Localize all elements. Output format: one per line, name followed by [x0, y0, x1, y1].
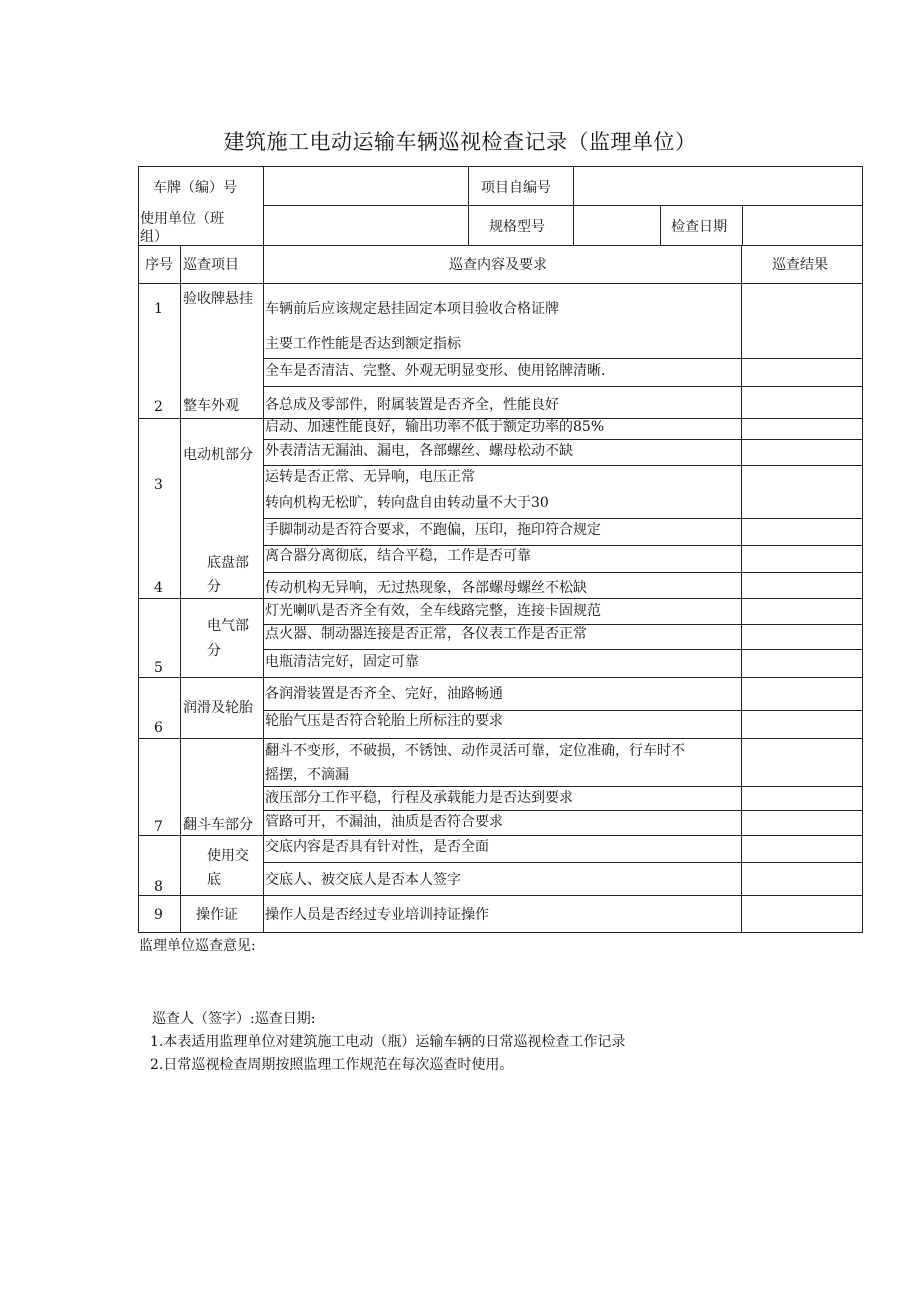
row-4-seq: 4: [154, 580, 163, 596]
row-8-content-1: 交底内容是否具有针对性，是否全面: [265, 839, 489, 855]
row-7-content-2: 液压部分工作平稳，行程及承载能力是否达到要求: [265, 790, 573, 806]
row-8-item-line2: 底: [207, 872, 221, 888]
row-5-content-1: 灯光喇叭是否齐全有效，全车线路完整，连接卡固规范: [265, 603, 601, 619]
row-6-content-1: 各润滑装置是否齐全、完好，油路畅通: [265, 686, 503, 702]
row-2-seq: 2: [154, 399, 163, 415]
row-2-content-1: 主要工作性能是否达到额定指标: [265, 336, 461, 352]
row-4-content-2: 离合器分离彻底，结合平稳，工作是否可靠: [265, 548, 531, 564]
column-header-content: 巡查内容及要求: [449, 257, 547, 273]
row-9-content-1: 操作人员是否经过专业培训持证操作: [265, 907, 489, 923]
row-6-item: 润滑及轮胎: [183, 700, 253, 716]
row-5-item-line1: 电气部: [207, 618, 249, 634]
row-6-content-2: 轮胎气压是否符合轮胎上所标注的要求: [265, 713, 503, 729]
row-8-content-2: 交底人、被交底人是否本人签字: [265, 872, 461, 888]
row-2-content-3: 各总成及零部件，附属装置是否齐全，性能良好: [265, 397, 559, 413]
row-2-item: 整车外观: [183, 398, 239, 414]
row-7-content-1b: 摇摆，不滴漏: [265, 767, 349, 783]
row-3-content-1: 启动、加速性能良好，输出功率不低于额定功率的85%: [265, 419, 605, 435]
note-2: 2.日常巡视检查周期按照监理工作规范在每次巡查时使用。: [150, 1057, 514, 1073]
using-unit-label-line1: 使用单位（班: [140, 211, 224, 227]
row-8-seq: 8: [154, 879, 163, 895]
row-2-content-2: 全车是否清洁、完整、外观无明显变形、使用铭牌清晰.: [265, 363, 606, 379]
row-1-content-1: 车辆前后应该规定悬挂固定本项目验收合格证牌: [265, 301, 559, 317]
row-1-item: 验收牌悬挂: [183, 291, 253, 307]
using-unit-label-line2: 组）: [140, 229, 168, 245]
row-4-content-1: 手脚制动是否符合要求，不跑偏，压印，拖印符合规定: [265, 522, 601, 538]
project-number-label: 项目自编号: [481, 180, 551, 196]
row-3-content-4: 转向机构无松旷，转向盘自由转动量不大于30: [265, 495, 549, 511]
inspection-date-label: 检查日期: [671, 219, 727, 235]
column-header-result: 巡查结果: [772, 257, 828, 273]
row-8-item-line1: 使用交: [207, 848, 249, 864]
row-3-seq: 3: [154, 477, 163, 493]
row-5-seq: 5: [154, 660, 163, 676]
row-5-item-line2: 分: [207, 643, 221, 659]
row-7-content-1a: 翻斗不变形，不破损，不锈蚀、动作灵活可靠，定位准确，行车时不: [265, 743, 685, 759]
row-5-content-3: 电瓶清洁完好，固定可靠: [265, 654, 419, 670]
row-7-item: 翻斗车部分: [183, 817, 253, 833]
row-4-content-3: 传动机构无异响，无过热现象，各部螺母螺丝不松缺: [265, 580, 587, 596]
column-header-seq: 序号: [145, 257, 173, 273]
row-4-item-line1: 底盘部: [207, 555, 249, 571]
row-3-content-2: 外表清洁无漏油、漏电，各部螺丝、螺母松动不缺: [265, 443, 573, 459]
row-7-seq: 7: [154, 819, 163, 835]
row-7-content-3: 管路可开，不漏油，油质是否符合要求: [265, 814, 503, 830]
spec-model-label: 规格型号: [489, 219, 545, 235]
document-title: 建筑施工电动运输车辆巡视检查记录（监理单位）: [223, 130, 697, 154]
row-6-seq: 6: [154, 720, 163, 736]
row-1-seq: 1: [154, 301, 163, 317]
row-9-item: 操作证: [196, 907, 238, 923]
note-1: 1.本表适用监理单位对建筑施工电动（瓶）运输车辆的日常巡视检查工作记录: [150, 1034, 626, 1050]
row-5-content-2: 点火器、制动器连接是否正常，各仪表工作是否正常: [265, 626, 587, 642]
row-3-content-3: 运转是否正常、无异响，电压正常: [265, 469, 475, 485]
row-4-item-line2: 分: [207, 579, 221, 595]
row-3-item: 电动机部分: [183, 447, 253, 463]
plate-number-label: 车牌（编）号: [153, 180, 237, 196]
signature-date-label: 巡查人（签字）:巡查日期:: [152, 1011, 316, 1027]
supervision-opinion-label: 监理单位巡查意见:: [139, 938, 256, 954]
row-9-seq: 9: [154, 907, 163, 923]
column-header-item: 巡查项目: [183, 257, 239, 273]
